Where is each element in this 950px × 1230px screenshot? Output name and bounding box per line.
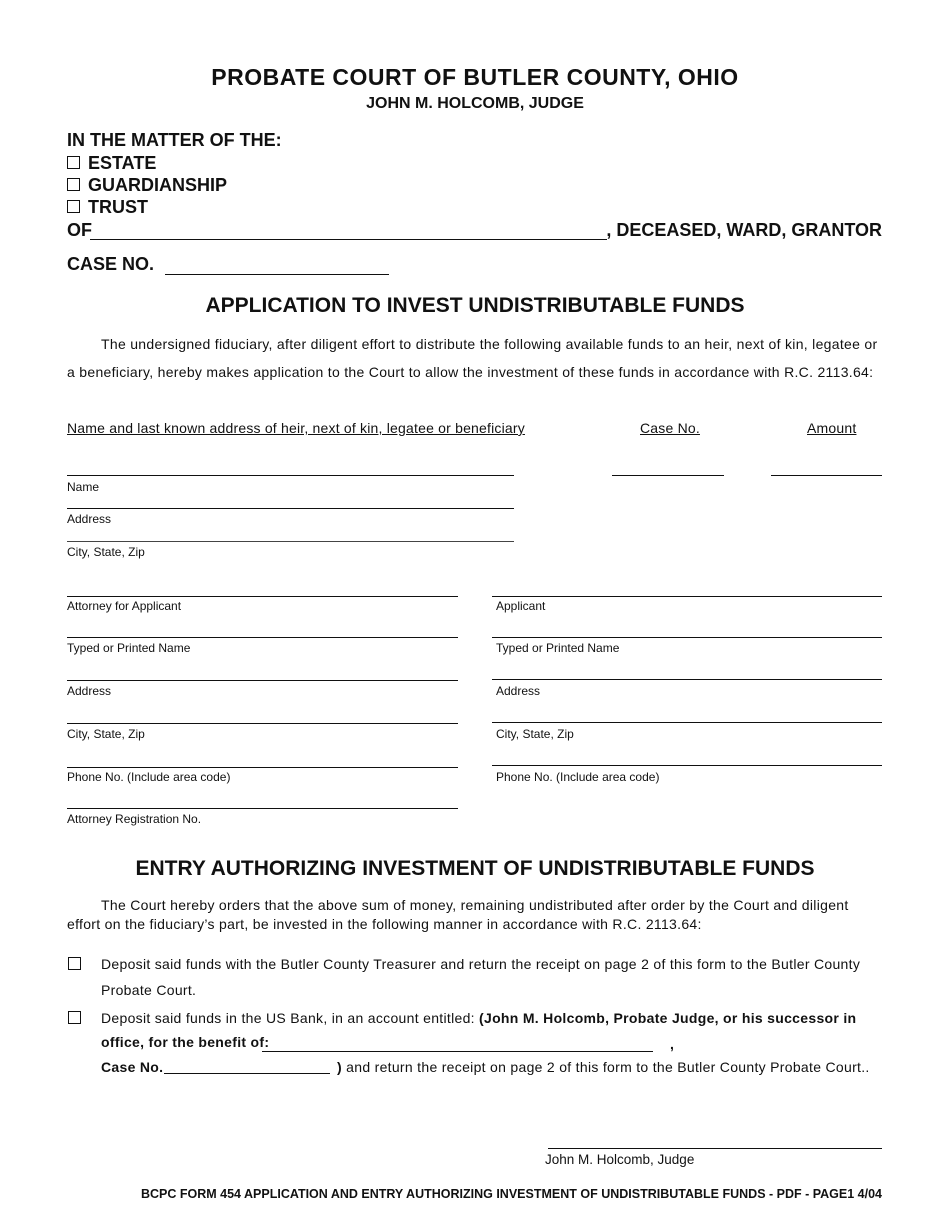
estate-label: ESTATE xyxy=(88,153,157,173)
applicant-phone-label: Phone No. (Include area code) xyxy=(496,770,660,784)
matter-heading: IN THE MATTER OF THE: xyxy=(67,130,282,150)
trust-label: TRUST xyxy=(88,197,148,217)
court-title: PROBATE COURT OF BUTLER COUNTY, OHIO xyxy=(211,64,739,90)
of-suffix: , DECEASED, WARD, GRANTOR xyxy=(606,220,882,240)
attorney-registration-field[interactable] xyxy=(67,808,458,809)
bank-option-suffix: and return the receipt on page 2 of this form to the Butler County Probate Court.. xyxy=(341,1059,870,1075)
heir-address-label: Address xyxy=(67,512,112,526)
treasurer-option-line1: Deposit said funds with the Butler County Treasurer and return the receipt on page 2 of this form to the Butler County xyxy=(101,956,861,972)
col-amount: Amount xyxy=(807,420,857,436)
applicant-signature-field[interactable] xyxy=(492,596,882,597)
bank-option-account-title: (John M. Holcomb, Probate Judge, or his successor in xyxy=(479,1010,857,1026)
guardianship-option[interactable] xyxy=(67,175,227,196)
col-name-address: Name and last known address of heir, next of kin, legatee or beneficiary xyxy=(67,420,525,436)
bank-option-line1 xyxy=(101,1010,891,1026)
heir-city-label: City, State, Zip xyxy=(67,545,145,559)
heir-case-no-field[interactable] xyxy=(612,475,724,476)
bank-option-checkbox[interactable] xyxy=(68,1011,81,1024)
attorney-city-label: City, State, Zip xyxy=(67,727,145,741)
attorney-city-field[interactable] xyxy=(67,723,458,724)
attorney-address-field[interactable] xyxy=(67,680,458,681)
heir-name-field[interactable] xyxy=(67,475,514,476)
applicant-city-field[interactable] xyxy=(492,722,882,723)
entry-paragraph: The Court hereby orders that the above sum of money, remaining undistributed after order by the Court and diligent effort on the fiduciary’s part, be invested in the following manner in accordance with R.C. 2113.64: xyxy=(67,897,849,932)
application-title: APPLICATION TO INVEST UNDISTRIBUTABLE FUNDS xyxy=(205,294,745,317)
attorney-printed-name-field[interactable] xyxy=(67,637,458,638)
case-no-field[interactable] xyxy=(165,274,389,275)
of-name-field[interactable] xyxy=(90,239,607,240)
judge-signature-field[interactable] xyxy=(548,1148,882,1149)
trust-checkbox[interactable] xyxy=(67,200,80,213)
applicant-address-field[interactable] xyxy=(492,679,882,680)
estate-checkbox[interactable] xyxy=(67,156,80,169)
estate-option[interactable] xyxy=(67,153,156,174)
application-paragraph: The undersigned fiduciary, after diligent effort to distribute the following available funds to an heir, next of kin, legatee or a beneficiary, hereby makes application to the Court to allow the investment of these funds in accordance with R.C. 2113.64: xyxy=(67,336,878,380)
applicant-label: Applicant xyxy=(496,599,546,613)
applicant-printed-name-label: Typed or Printed Name xyxy=(496,641,620,655)
judge-signature-label: John M. Holcomb, Judge xyxy=(545,1152,695,1167)
applicant-phone-field[interactable] xyxy=(492,765,882,766)
entry-case-no-suffix xyxy=(337,1059,870,1075)
benefit-of-field[interactable] xyxy=(262,1051,653,1052)
applicant-address-label: Address xyxy=(496,684,541,698)
trust-option[interactable] xyxy=(67,197,148,218)
attorney-address-label: Address xyxy=(67,684,112,698)
treasurer-option-line2: Probate Court. xyxy=(101,982,197,998)
treasurer-option-checkbox[interactable] xyxy=(68,957,81,970)
heir-name-label: Name xyxy=(67,480,100,494)
attorney-printed-name-label: Typed or Printed Name xyxy=(67,641,191,655)
judge-title: JOHN M. HOLCOMB, JUDGE xyxy=(366,95,584,112)
entry-case-no-label: Case No. xyxy=(101,1059,164,1075)
attorney-registration-label: Attorney Registration No. xyxy=(67,812,202,826)
attorney-phone-field[interactable] xyxy=(67,767,458,768)
heir-amount-field[interactable] xyxy=(771,475,882,476)
closing-paren: ) xyxy=(337,1059,342,1075)
of-label: OF xyxy=(67,220,92,240)
heir-address-field[interactable] xyxy=(67,508,514,509)
benefit-of-label: office, for the benefit of: xyxy=(101,1034,270,1050)
entry-case-no-field[interactable] xyxy=(164,1073,330,1074)
entry-title: ENTRY AUTHORIZING INVESTMENT OF UNDISTRIBUTABLE FUNDS xyxy=(135,857,815,880)
attorney-label: Attorney for Applicant xyxy=(67,599,182,613)
case-no-label: CASE NO. xyxy=(67,254,155,274)
benefit-of-comma: , xyxy=(670,1036,675,1052)
attorney-phone-label: Phone No. (Include area code) xyxy=(67,770,231,784)
guardianship-checkbox[interactable] xyxy=(67,178,80,191)
guardianship-label: GUARDIANSHIP xyxy=(88,175,228,195)
bank-option-prefix: Deposit said funds in the US Bank, in an account entitled: xyxy=(101,1010,480,1026)
applicant-printed-name-field[interactable] xyxy=(492,637,882,638)
applicant-city-label: City, State, Zip xyxy=(496,727,574,741)
form-footer: BCPC FORM 454 APPLICATION AND ENTRY AUTHORIZING INVESTMENT OF UNDISTRIBUTABLE FUNDS - PDF - PAGE1 4/04 xyxy=(140,1187,882,1201)
col-case-no: Case No. xyxy=(640,420,700,436)
heir-city-field[interactable] xyxy=(67,541,514,542)
attorney-signature-field[interactable] xyxy=(67,596,458,597)
